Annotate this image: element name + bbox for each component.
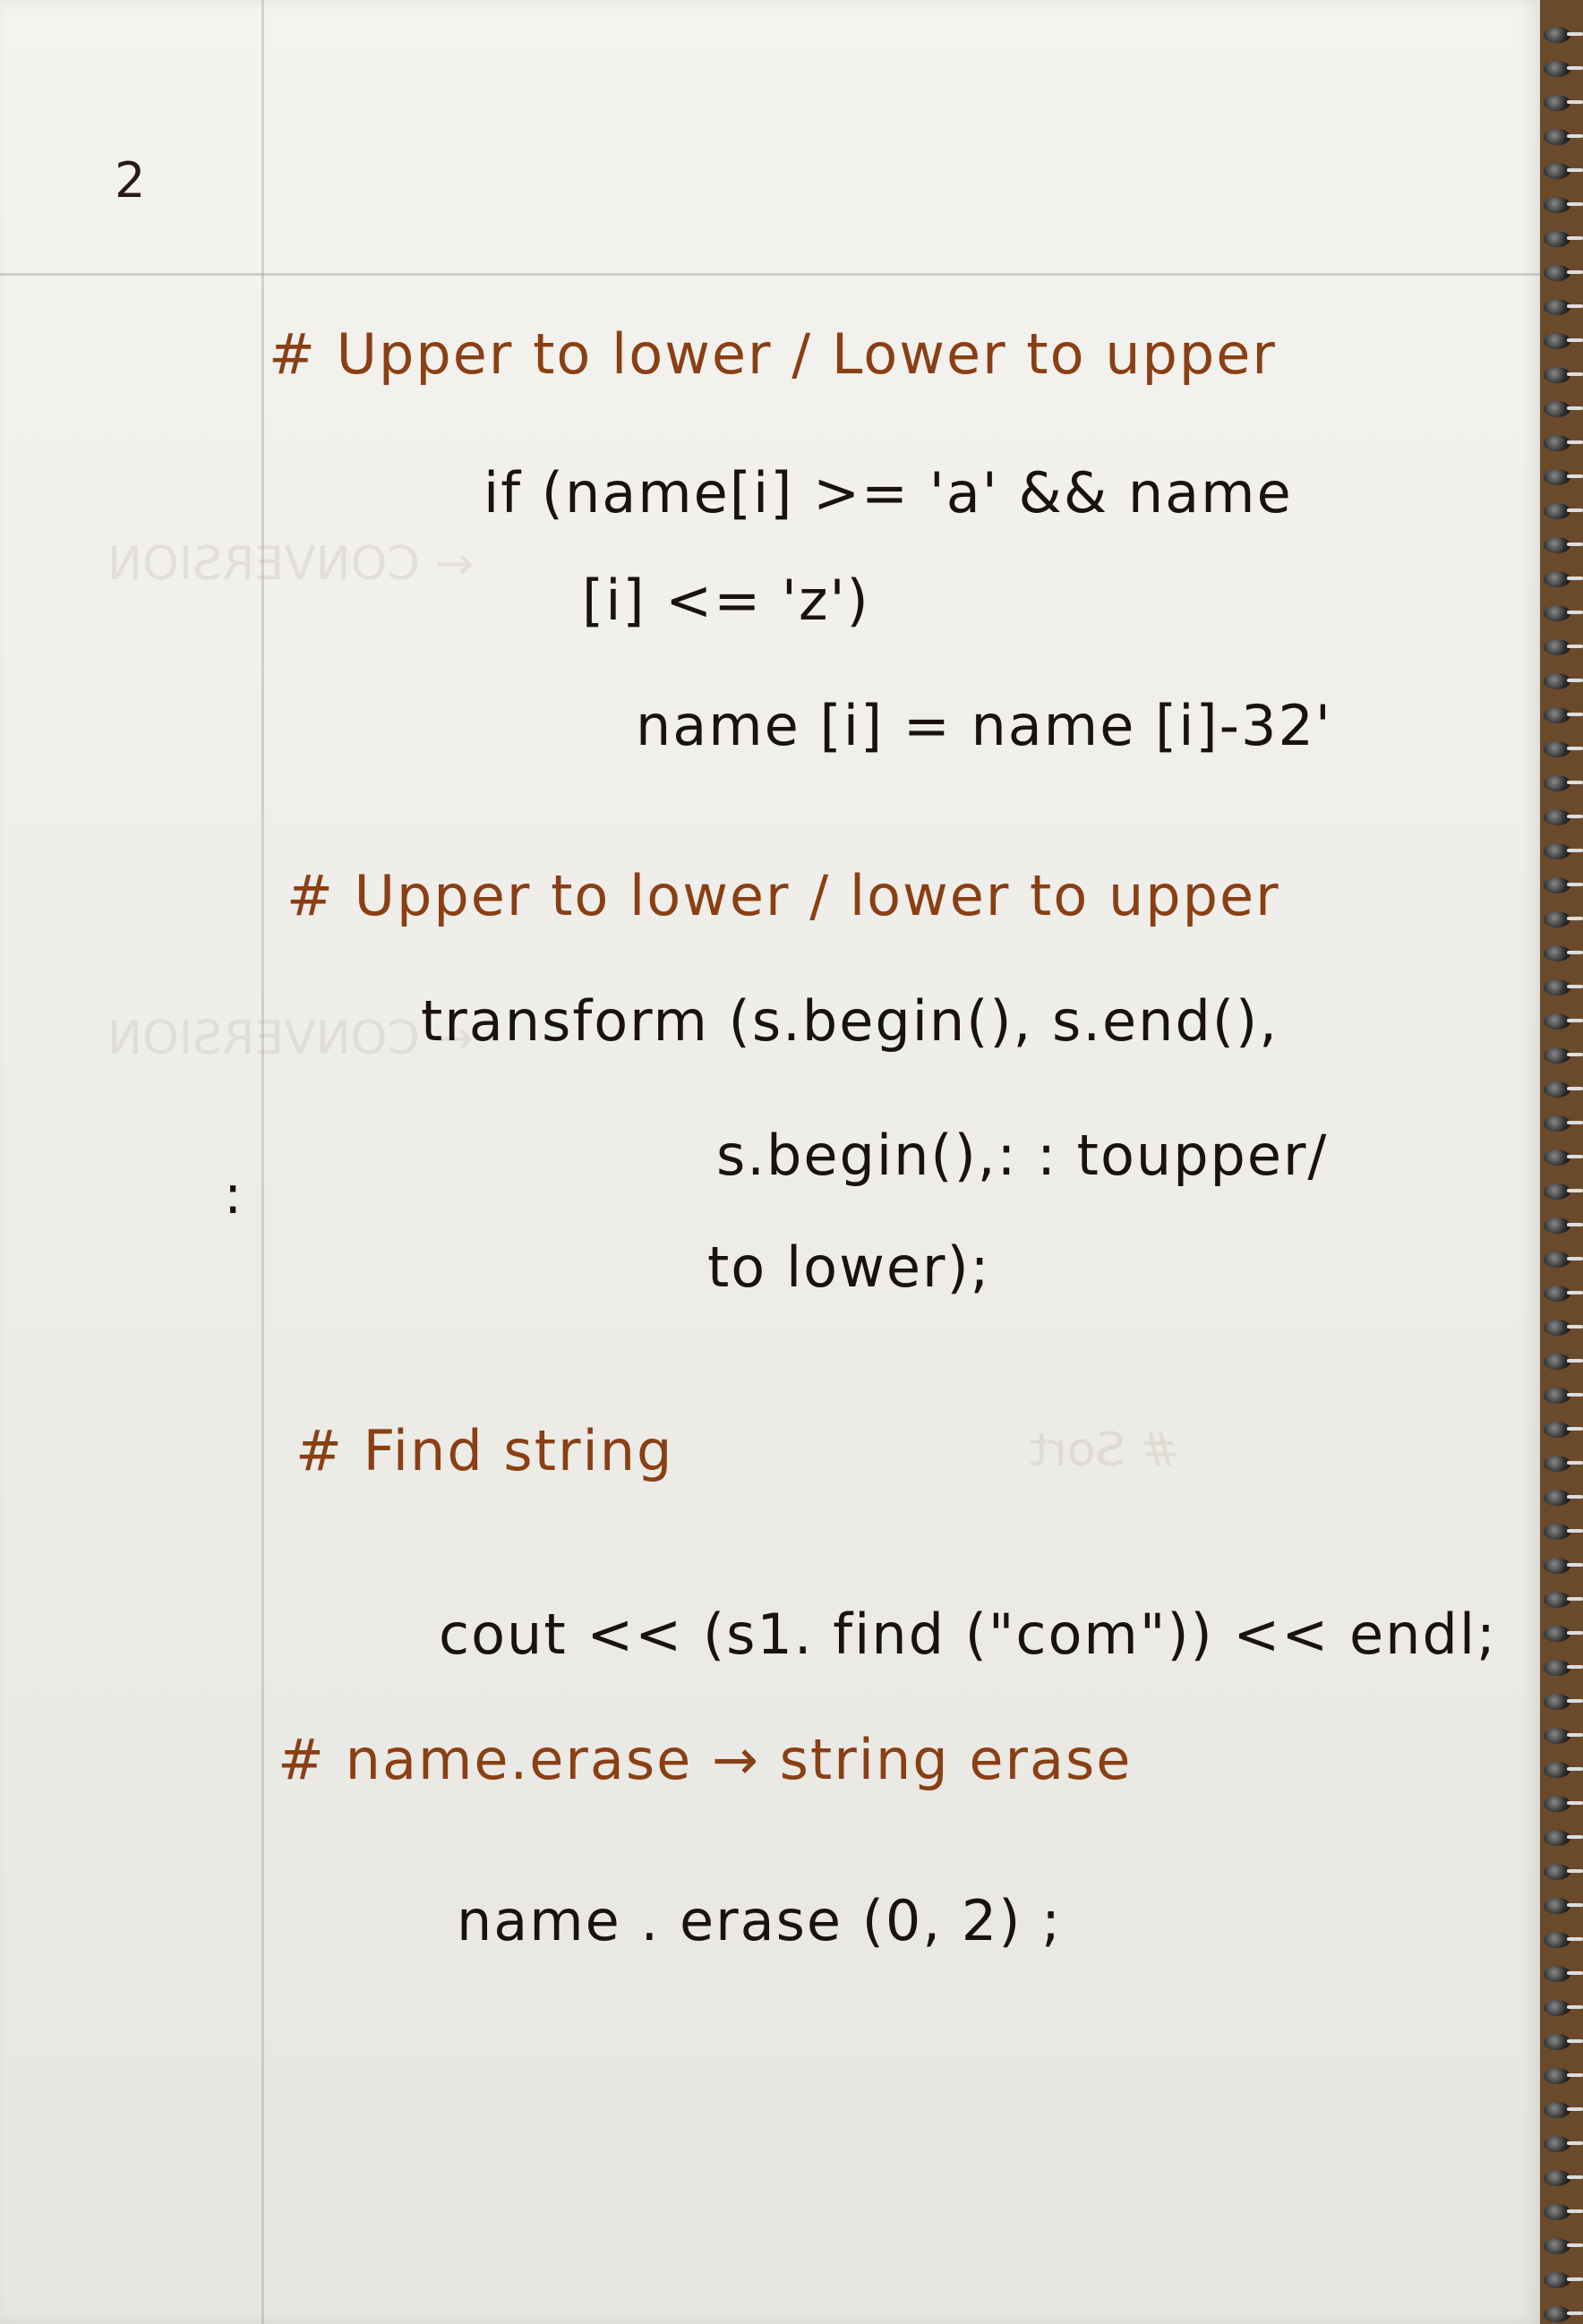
spiral-ring xyxy=(1544,1149,1570,1166)
page-number: 2 xyxy=(115,152,146,209)
spiral-ring xyxy=(1544,299,1570,315)
spiral-ring xyxy=(1544,1830,1570,1846)
bleed-through-decoration: ← CONVERSION xyxy=(107,537,474,591)
spiral-ring xyxy=(1544,945,1570,961)
code-line: transform (s.begin(), s.end(), xyxy=(421,988,1279,1054)
spiral-ring xyxy=(1544,1762,1570,1778)
spiral-ring xyxy=(1544,401,1570,417)
spiral-ring xyxy=(1544,1286,1570,1302)
spiral-ring xyxy=(1544,1252,1570,1268)
spiral-ring xyxy=(1544,1626,1570,1642)
spiral-ring xyxy=(1544,1966,1570,1982)
spiral-ring xyxy=(1544,741,1570,757)
code-line: name . erase (0, 2) ; xyxy=(457,1888,1063,1953)
spiral-ring xyxy=(1544,129,1570,145)
bleed-through-decoration: ← CONVERSION xyxy=(107,1012,474,1065)
spiral-ring xyxy=(1544,2136,1570,2152)
spiral-ring xyxy=(1544,1796,1570,1812)
spiral-ring xyxy=(1544,1898,1570,1914)
spiral-ring xyxy=(1544,1081,1570,1098)
code-line: cout << (s1. find ("com")) << endl; xyxy=(439,1602,1497,1667)
section-heading: # Upper to lower / Lower to upper xyxy=(269,321,1277,387)
spiral-ring xyxy=(1544,1592,1570,1608)
spiral-ring xyxy=(1544,605,1570,621)
spiral-ring xyxy=(1544,1388,1570,1404)
spiral-ring xyxy=(1544,163,1570,179)
spiral-ring xyxy=(1544,1218,1570,1234)
spiral-ring xyxy=(1544,1013,1570,1030)
spiral-ring xyxy=(1544,367,1570,383)
spiral-ring xyxy=(1544,1490,1570,1506)
spiral-ring xyxy=(1544,2204,1570,2220)
spiral-ring xyxy=(1544,1320,1570,1336)
section-heading: # name.erase → string erase xyxy=(278,1727,1133,1792)
spiral-ring xyxy=(1544,61,1570,77)
spiral-ring xyxy=(1544,2170,1570,2186)
code-line: [i] <= 'z') xyxy=(582,568,870,633)
spiral-ring xyxy=(1544,1694,1570,1710)
spiral-ring xyxy=(1544,1932,1570,1948)
spiral-ring xyxy=(1544,2102,1570,2118)
spiral-ring xyxy=(1544,95,1570,111)
spiral-ring xyxy=(1544,197,1570,213)
spiral-ring xyxy=(1544,1115,1570,1132)
spiral-ring xyxy=(1544,673,1570,689)
spiral-ring xyxy=(1544,911,1570,927)
spiral-ring xyxy=(1544,469,1570,485)
spiral-ring xyxy=(1544,1864,1570,1880)
section-heading: # Find string xyxy=(295,1418,674,1483)
spiral-ring xyxy=(1544,231,1570,247)
spiral-ring xyxy=(1544,2034,1570,2050)
spiral-ring xyxy=(1544,979,1570,995)
spiral-ring xyxy=(1544,877,1570,893)
spiral-ring xyxy=(1544,775,1570,791)
spiral-binding xyxy=(1529,0,1583,2324)
spiral-ring xyxy=(1544,1728,1570,1744)
spiral-ring xyxy=(1544,639,1570,655)
spiral-ring xyxy=(1544,1558,1570,1574)
spiral-ring xyxy=(1544,1354,1570,1370)
spiral-ring xyxy=(1544,1183,1570,1200)
code-line: if (name[i] >= 'a' && name xyxy=(483,460,1293,525)
spiral-ring xyxy=(1544,2238,1570,2254)
spiral-ring xyxy=(1544,537,1570,553)
spiral-ring xyxy=(1544,2068,1570,2084)
spiral-ring xyxy=(1544,707,1570,723)
spiral-ring xyxy=(1544,2000,1570,2016)
spiral-ring xyxy=(1544,1047,1570,1064)
spiral-ring xyxy=(1544,27,1570,43)
stray-colon-mark: : xyxy=(224,1164,243,1226)
code-line: s.begin(),: : toupper/ xyxy=(716,1123,1329,1188)
spiral-ring xyxy=(1544,333,1570,349)
spiral-ring xyxy=(1544,843,1570,859)
spiral-ring xyxy=(1544,1660,1570,1676)
spiral-ring xyxy=(1544,2272,1570,2288)
margin-line-vertical xyxy=(261,0,264,2324)
spiral-ring xyxy=(1544,809,1570,825)
code-line: to lower); xyxy=(707,1235,991,1300)
spiral-ring xyxy=(1544,435,1570,451)
spiral-ring xyxy=(1544,503,1570,519)
bleed-through-decoration: # Sort xyxy=(1030,1423,1179,1477)
spiral-ring xyxy=(1544,265,1570,281)
code-line: name [i] = name [i]-32' xyxy=(636,693,1332,758)
spiral-ring xyxy=(1544,1456,1570,1472)
spiral-ring xyxy=(1544,1422,1570,1438)
section-heading: # Upper to lower / lower to upper xyxy=(287,863,1280,928)
spiral-ring xyxy=(1544,571,1570,587)
margin-line-horizontal xyxy=(0,273,1540,276)
spiral-ring xyxy=(1544,1524,1570,1540)
spiral-ring xyxy=(1544,2306,1570,2322)
